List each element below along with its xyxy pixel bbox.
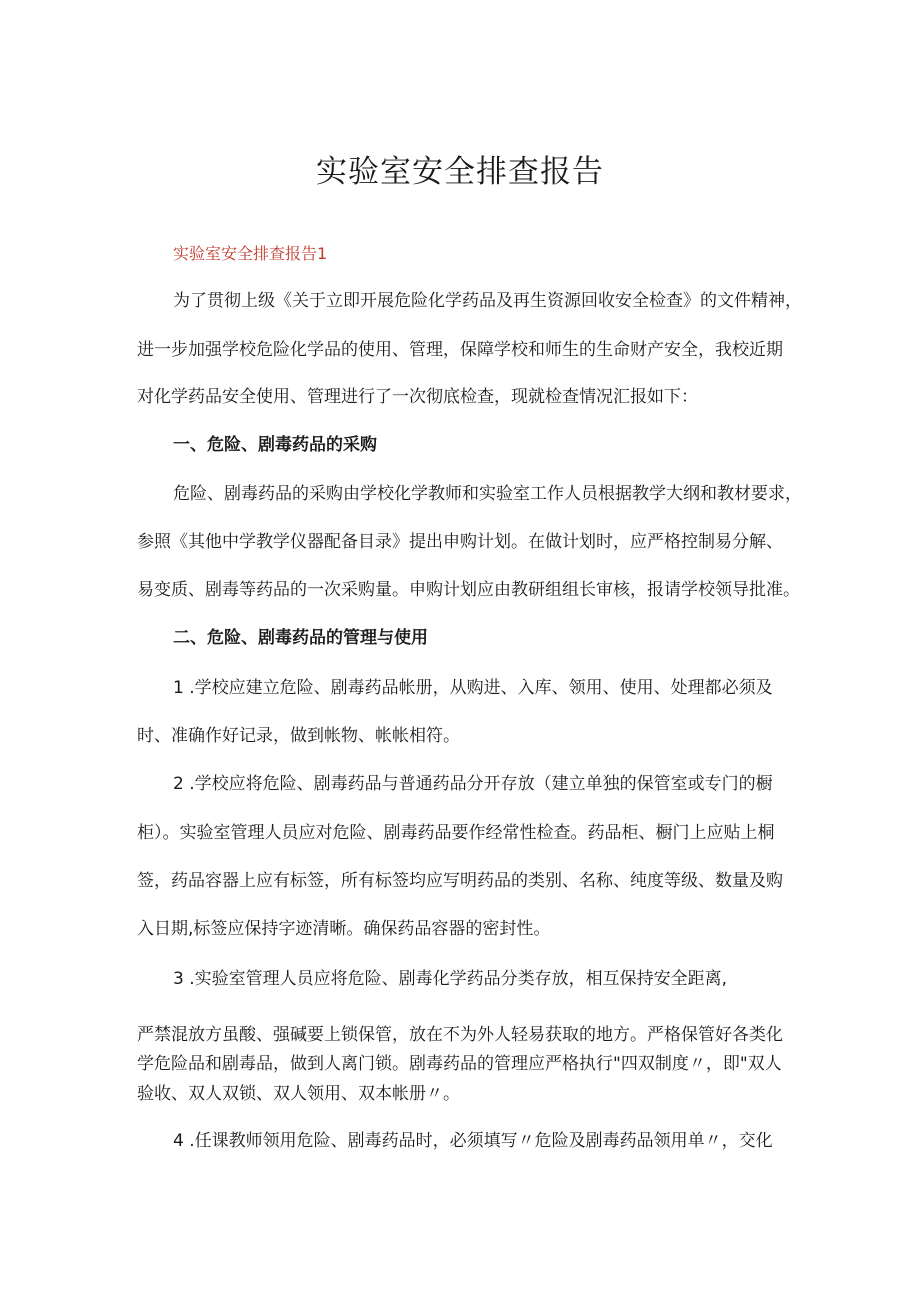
paragraph-line: 柜）。实验室管理人员应对危险、剧毒药品要作经常性检查。药品柜、橱门上应贴上桐	[137, 823, 775, 843]
document-title: 实验室安全排查报告	[316, 154, 604, 190]
paragraph-line: 3 .实验室管理人员应将危险、剧毒化学药品分类存放，相互保持安全距离,	[173, 969, 728, 989]
paragraph-line: 进一步加强学校危险化学品的使用、管理，保障学校和师生的生命财产安全，我校近期	[137, 340, 783, 360]
paragraph-line: 学危险品和剧毒品，做到人离门锁。剧毒药品的管理应严格执行"四双制度〃，即"双人	[137, 1054, 782, 1074]
section-heading: 一、危险、剧毒药品的采购	[173, 435, 377, 455]
section-subtitle: 实验室安全排查报告1	[173, 244, 328, 263]
paragraph-line: 验收、双人双锁、双人领用、双本帐册〃。	[137, 1084, 460, 1104]
paragraph-line: 签，药品容器上应有标签，所有标签均应写明药品的类别、名称、纯度等级、数量及购	[137, 871, 783, 891]
paragraph-line: 对化学药品安全使用、管理进行了一次彻底检查，现就检查情况汇报如下：	[137, 387, 698, 407]
paragraph-line: 严禁混放方虽酸、强碱要上锁保管，放在不为外人轻易获取的地方。严格保管好各类化	[137, 1025, 783, 1045]
section-heading: 二、危险、剧毒药品的管理与使用	[173, 628, 428, 648]
paragraph-line: 1 .学校应建立危险、剧毒药品帐册，从购进、入库、领用、使用、处理都必须及	[173, 678, 773, 698]
paragraph-line: 为了贯彻上级《关于立即开展危险化学药品及再生资源回收安全检查》的文件精神，	[173, 291, 802, 311]
paragraph-line: 2 .学校应将危险、剧毒药品与普通药品分开存放（建立单独的保管室或专门的橱	[173, 774, 773, 794]
paragraph-line: 危险、剧毒药品的采购由学校化学教师和实验室工作人员根据教学大纲和教材要求，	[173, 484, 802, 504]
paragraph-line: 4 .任课教师领用危险、剧毒药品时，必须填写〃危险及剧毒药品领用单〃，交化	[173, 1131, 773, 1151]
paragraph-line: 易变质、剧毒等药品的一次采购量。申购计划应由教研组组长审核，报请学校领导批准。	[137, 580, 800, 600]
paragraph-line: 参照《其他中学教学仪器配备目录》提出申购计划。在做计划时，应严格控制易分解、	[137, 532, 783, 552]
paragraph-line: 时、准确作好记录，做到帐物、帐帐相符。	[137, 726, 460, 746]
paragraph-line: 入日期,标签应保持字迹清晰。确保药品容器的密封性。	[137, 919, 551, 939]
